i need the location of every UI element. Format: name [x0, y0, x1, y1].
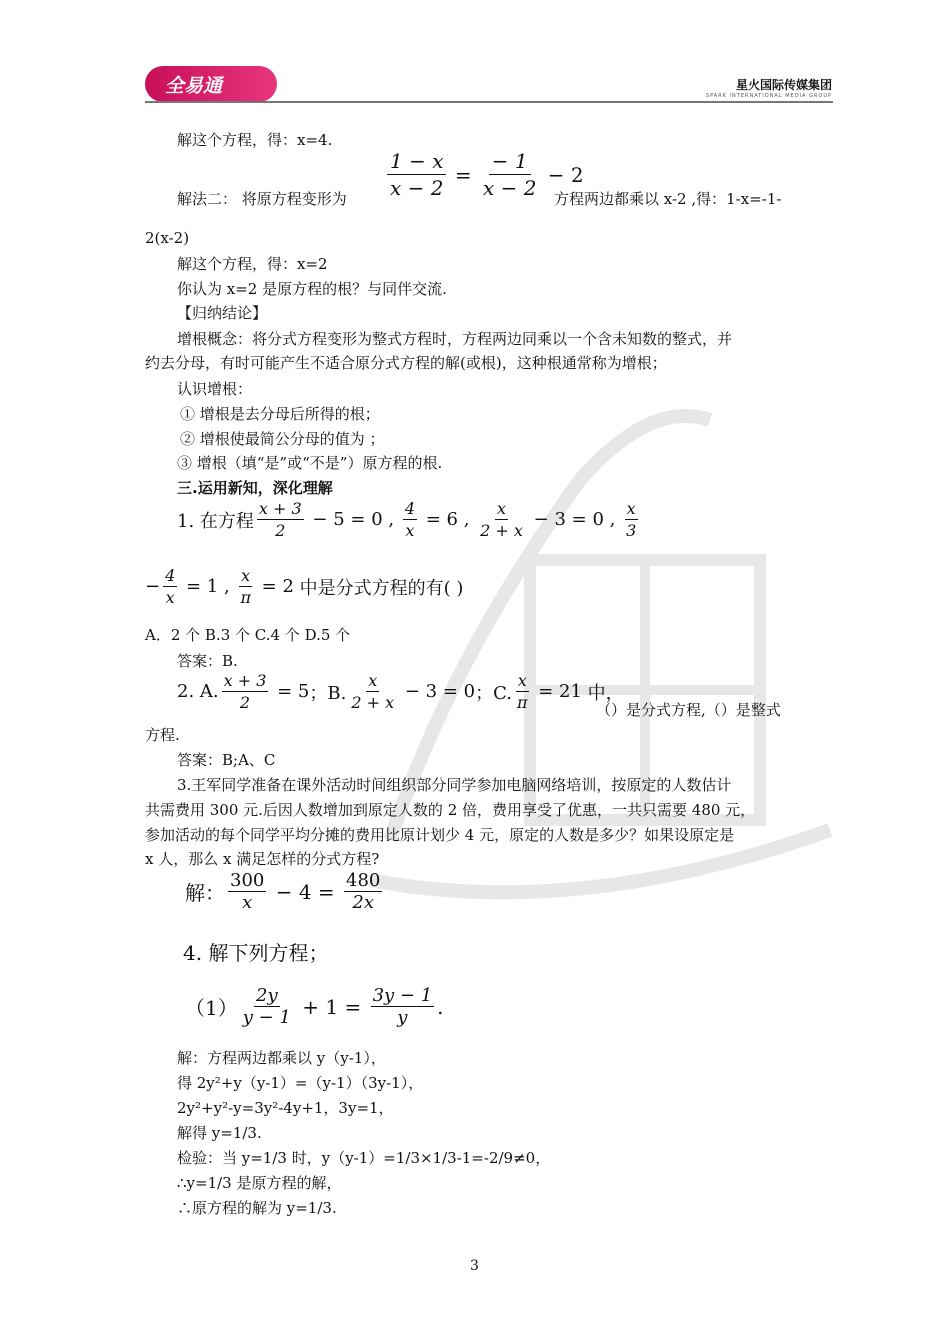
page-number: 3 [470, 1258, 479, 1274]
text-line: 方程两边都乘以 x-2 ,得：1-x=-1- [554, 190, 782, 208]
publisher-name: 星火国际传媒集团 [735, 78, 832, 92]
text-line: 共需费用 300 元.后因人数增加到原定人数的 2 倍，费用享受了优惠，一共只需要 480 元， [145, 801, 756, 819]
solution-step: ∴y=1/3 是原方程的解， [177, 1174, 342, 1192]
question-3-solution: 解： 300 x − 4 = $\frac{480}{2x}$ [185, 870, 381, 913]
question-1-equations-cont: − $\frac{4}{x}$ = 1 , $\frac{x}{\pi}$ = 2 中是分式方程的有( ) [145, 566, 464, 607]
text-line: （）是分式方程,（）是整式 [596, 701, 781, 719]
solution-step: 检验：当 y=1/3 时，y（y-1）=1/3×1/3-1=-2/9≠0， [177, 1149, 551, 1167]
solution-step: 解：方程两边都乘以 y（y-1）， [177, 1049, 386, 1067]
question-4-equation: （1） 2y y − 1 + 1 = $\frac{3y - 1}{y}$ . [185, 985, 444, 1028]
text-line: 你认为 x=2 是原方程的根？与同伴交流. [177, 280, 447, 298]
text-line: 增根概念：将分式方程变形为整式方程时，方程两边同乘以一个含未知数的整式，并 [177, 330, 733, 348]
publisher-subtitle: SPARK INTERNATIONAL MEDIA GROUP [705, 93, 832, 99]
section-heading: 【归纳结论】 [177, 304, 268, 322]
answer-line: 答案：B;A、C [177, 751, 276, 769]
text-line: 解这个方程，得：x=4. [177, 131, 333, 149]
list-item: ③ 增根（填“是”或“不是”）原方程的根. [177, 454, 443, 472]
text-line: 解这个方程，得：x=2 [177, 255, 328, 273]
text-line: x 人，那么 x 满足怎样的分式方程? [145, 850, 380, 868]
text-line: 3.王军同学准备在课外活动时间组织部分同学参加电脑网络培训，按原定的人数估计 [177, 776, 732, 794]
text-line: 约去分母，有时可能产生不适合原分式方程的解(或根)，这种根通常称为增根； [145, 354, 667, 372]
header-rule [145, 101, 833, 103]
brand-logo: 全易通 [145, 66, 277, 102]
section-heading: 三.运用新知，深化理解 [177, 479, 333, 497]
text-line: 参加活动的每个同学平均分摊的费用比原计划少 4 元，原定的人数是多少？如果设原定是 [145, 826, 735, 844]
solution-step: 解得 y=1/3. [177, 1124, 262, 1142]
list-item: ② 增根使最简公分母的值为 ； [180, 430, 385, 448]
solution-step: 2y²+y²-y=3y²-4y+1，3y=1， [177, 1099, 394, 1117]
equation-transformed: $\frac{1 - x}{x - 2}$ = $\frac{- 1}{x - 2}$ − 2 [385, 148, 584, 201]
question-2-equations: 2. A. $\frac{x + 3}{2}$ = 5 ；B. x 2 + x − 3 = 0 ；C. $\frac{x}{\pi}$ = 21 中， [177, 671, 624, 712]
text-line: 方程. [145, 726, 180, 744]
answer-line: 答案：B. [177, 652, 238, 670]
solution-step: 得 2y²+y（y-1）=（y-1）（3y-1）， [177, 1074, 424, 1092]
text-line: 2(x-2) [145, 229, 190, 247]
question-1-equations: 1. 在方程 x + 3 2 − 5 = 0 , $\frac{4}{x}$ = 6 , x 2 + x − 3 = 0 , x 3 [177, 499, 637, 540]
list-item: ① 增根是去分母后所得的根； [180, 405, 380, 423]
question-4-heading: 4. 解下列方程； [183, 941, 329, 965]
text-line: 认识增根： [177, 380, 253, 398]
solution-step: ∴原方程的解为 y=1/3. [177, 1199, 337, 1217]
text-line: 解法二： 将原方程变形为 [177, 190, 347, 208]
question-options: A．2 个 B.3 个 C.4 个 D.5 个 [145, 626, 351, 644]
